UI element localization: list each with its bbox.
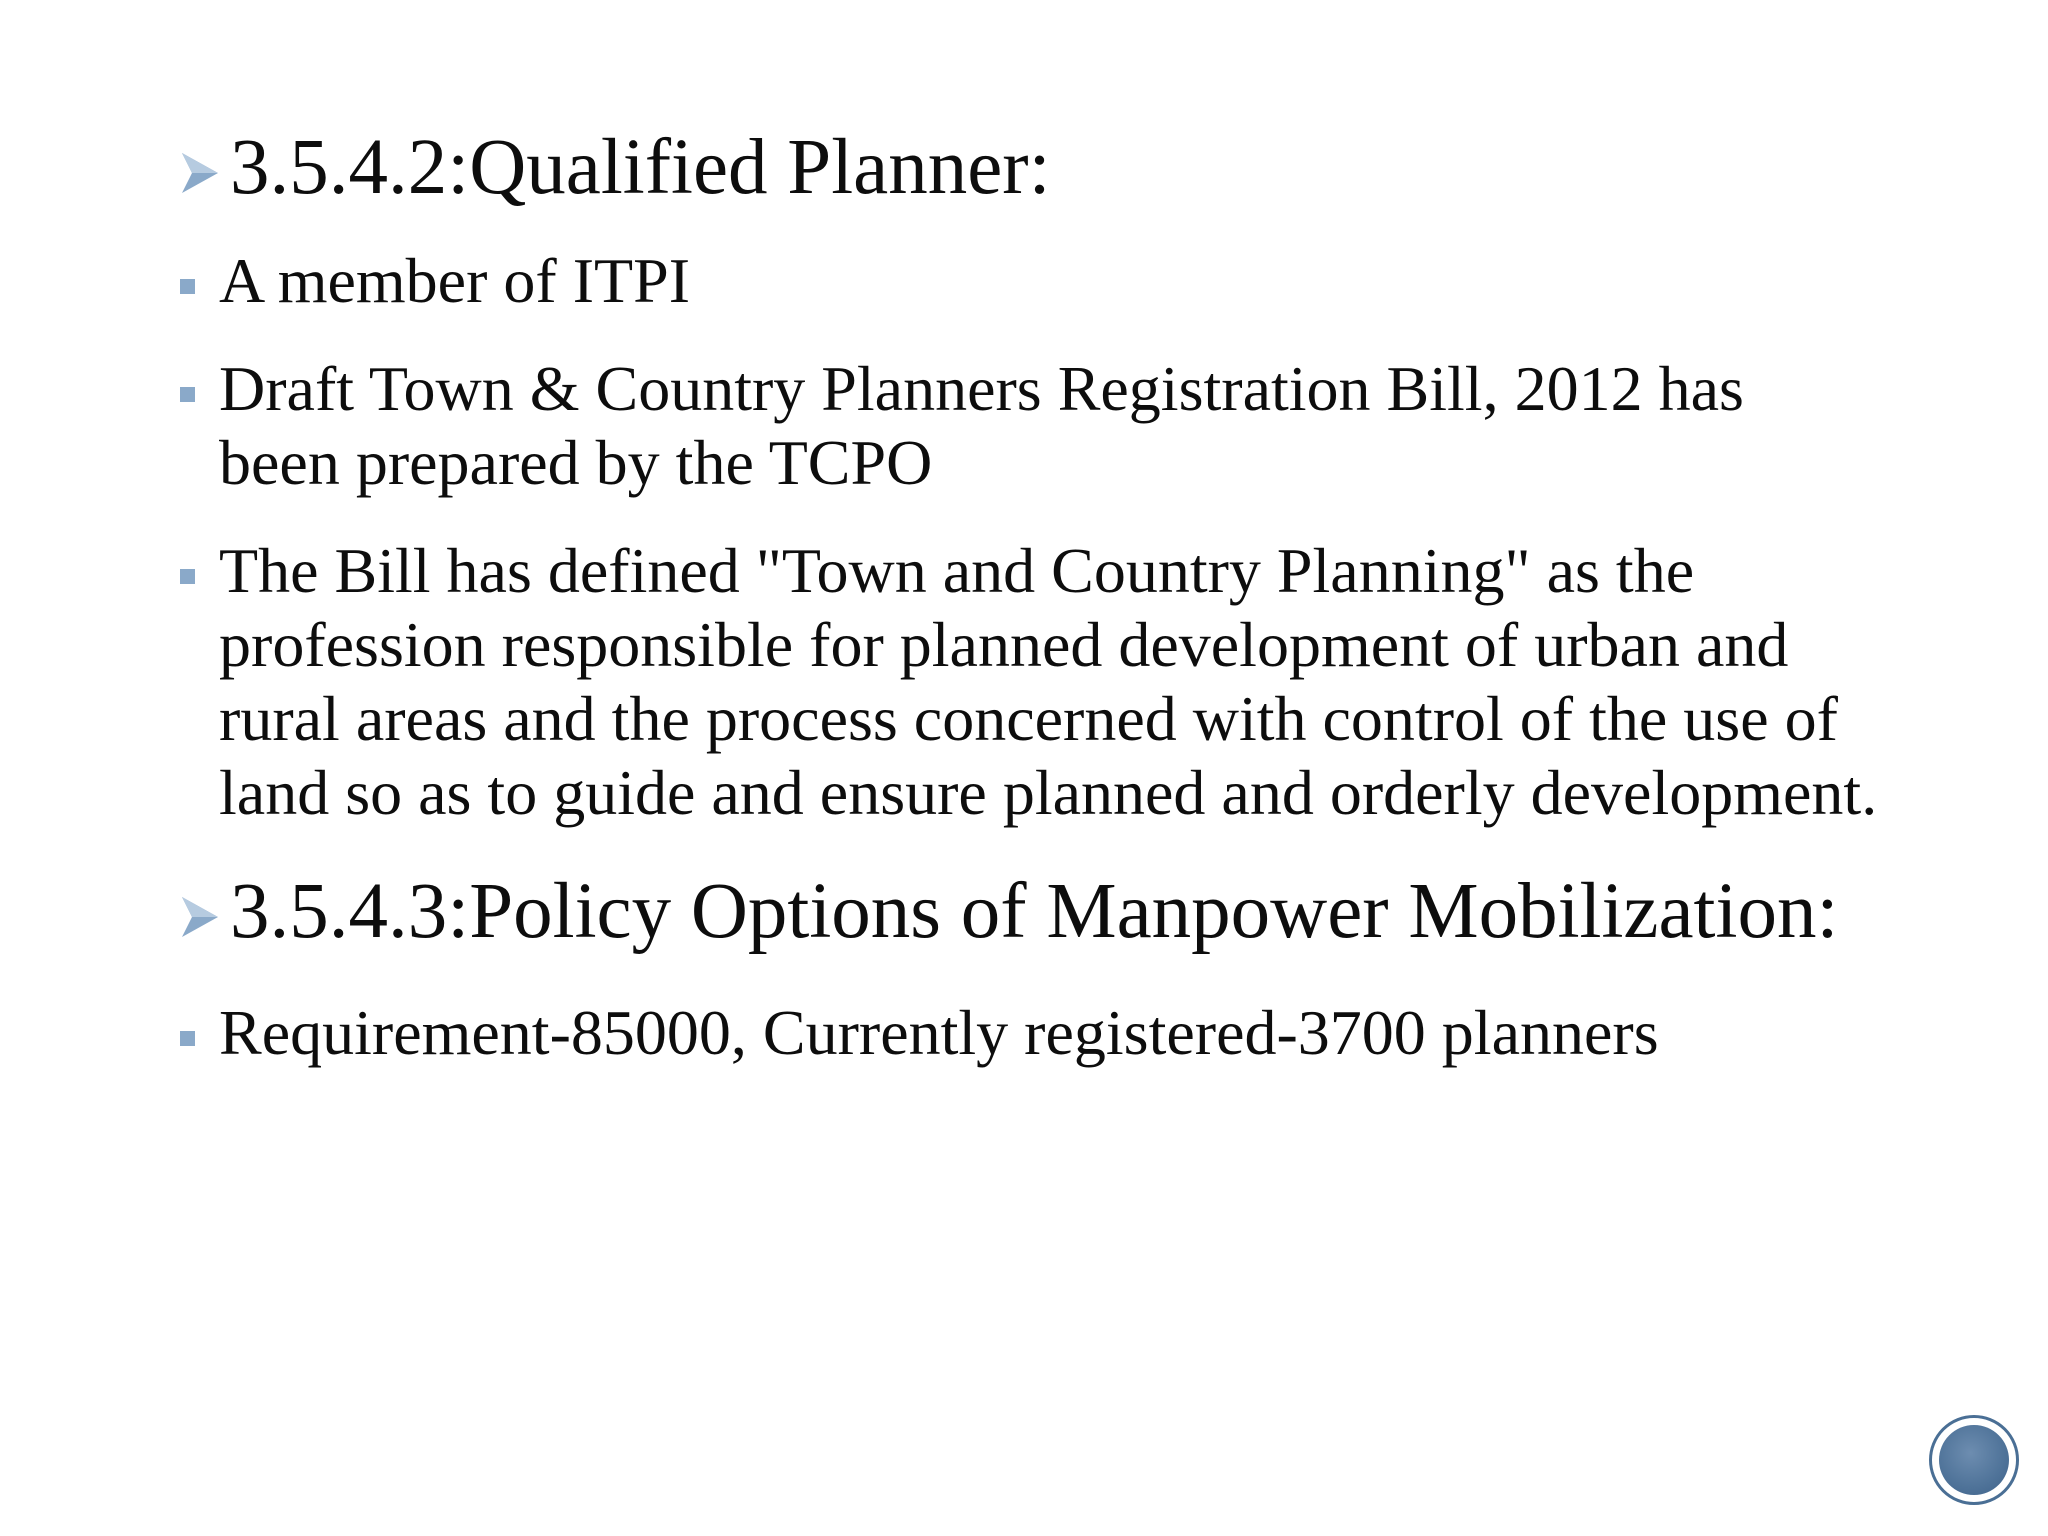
list-item-text: Requirement-85000, Currently registered-3700 planners: [219, 997, 1659, 1068]
square-bullet-icon: [180, 279, 195, 294]
list-item-text: Draft Town & Country Planners Registration Bill, 2012 has been prepared by the TCPO: [219, 353, 1744, 498]
slide-content: [180, 120, 1880, 1070]
list-item: [180, 534, 1880, 830]
circle-nav-icon: [1939, 1425, 2009, 1495]
list-item: [180, 352, 1880, 500]
square-bullet-icon: [180, 1031, 195, 1046]
list-item: [180, 244, 1880, 318]
arrow-bullet-icon: [180, 895, 220, 939]
list-item-text: The Bill has defined "Town and Country Planning" as the profession responsible for planned development of urban and rural areas and the process concerned with control of the use of land so as to guide and ensure planned and orderly development.: [219, 535, 1878, 828]
section-heading-qualified-planner: [180, 120, 1880, 216]
list-item-text: A member of ITPI: [219, 245, 690, 316]
square-bullet-icon: [180, 387, 195, 402]
heading-text: 3.5.4.2:Qualified Planner:: [230, 124, 1051, 211]
heading-text: 3.5.4.3:Policy Options of Manpower Mobilization:: [230, 868, 1839, 955]
section-heading-policy-options: [180, 864, 1880, 960]
arrow-bullet-icon: [180, 151, 220, 195]
list-item: [180, 996, 1880, 1070]
square-bullet-icon: [180, 569, 195, 584]
slide-nav-button[interactable]: [1929, 1415, 2019, 1505]
